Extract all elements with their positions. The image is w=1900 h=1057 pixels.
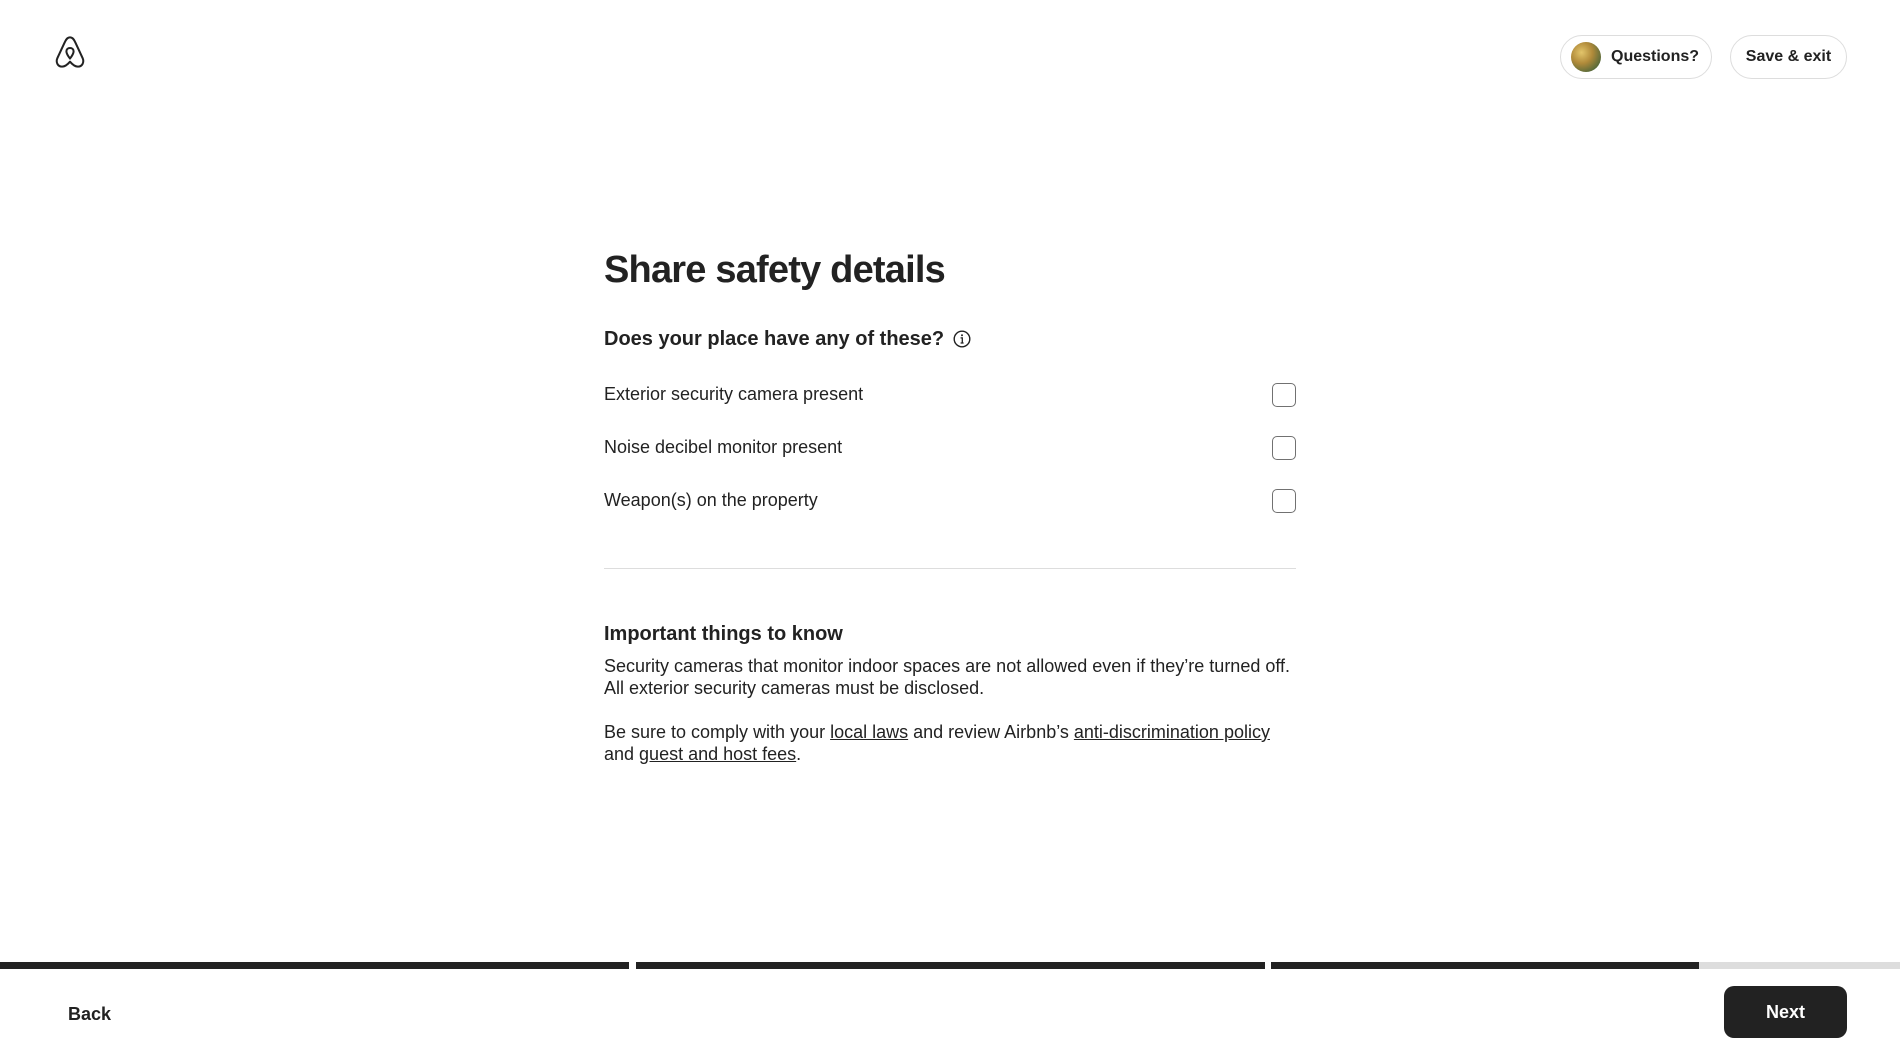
guest-host-fees-link[interactable]: guest and host fees bbox=[639, 744, 797, 764]
progress-bar bbox=[0, 962, 1900, 969]
camera-policy-text: Security cameras that monitor indoor spaces are not allowed even if they’re turned off. All exterior security cameras must be disclosed. bbox=[604, 656, 1291, 698]
question-row bbox=[604, 324, 1296, 354]
option-label: Weapon(s) on the property bbox=[604, 490, 818, 510]
compliance-text-prefix: Be sure to comply with your bbox=[604, 722, 831, 742]
option-label: Exterior security camera present bbox=[604, 384, 864, 404]
airbnb-logo-icon[interactable] bbox=[52, 34, 88, 70]
exterior-camera-checkbox[interactable] bbox=[1272, 383, 1296, 407]
compliance-text-mid: and review Airbnb’s bbox=[908, 722, 1074, 742]
safety-options-list bbox=[604, 368, 1296, 527]
option-exterior-camera[interactable] bbox=[604, 368, 1296, 421]
noise-monitor-checkbox[interactable] bbox=[1272, 436, 1296, 460]
progress-segment-1 bbox=[0, 962, 629, 969]
local-laws-link[interactable]: local laws bbox=[830, 722, 909, 742]
page-title: Share safety details bbox=[604, 249, 945, 291]
progress-fill-2 bbox=[636, 962, 1265, 969]
main-content bbox=[604, 240, 1296, 765]
questions-label: Questions? bbox=[1611, 48, 1700, 65]
question-heading: Does your place have any of these? bbox=[604, 327, 945, 350]
next-button[interactable]: Next bbox=[1724, 986, 1847, 1038]
compliance-text-end: . bbox=[796, 744, 802, 764]
progress-segment-3 bbox=[1271, 962, 1900, 969]
divider bbox=[604, 568, 1296, 569]
airbnb-logo-svg bbox=[52, 34, 88, 70]
save-exit-button[interactable]: Save & exit bbox=[1730, 35, 1847, 79]
compliance-text-and: and bbox=[604, 744, 640, 764]
anti-discrimination-policy-link[interactable]: anti-discrimination policy bbox=[1073, 722, 1270, 742]
info-icon[interactable] bbox=[953, 330, 971, 348]
important-heading: Important things to know bbox=[604, 623, 843, 645]
avatar bbox=[1571, 42, 1601, 72]
option-label: Noise decibel monitor present bbox=[604, 437, 843, 457]
option-noise-monitor[interactable] bbox=[604, 421, 1296, 474]
progress-fill-3 bbox=[1271, 962, 1699, 969]
progress-fill-1 bbox=[0, 962, 629, 969]
questions-button[interactable] bbox=[1560, 35, 1712, 79]
progress-segment-2 bbox=[636, 962, 1265, 969]
option-weapons[interactable] bbox=[604, 474, 1296, 527]
compliance-text bbox=[604, 721, 1294, 765]
back-button[interactable]: Back bbox=[68, 1003, 112, 1024]
weapons-checkbox[interactable] bbox=[1272, 489, 1296, 513]
